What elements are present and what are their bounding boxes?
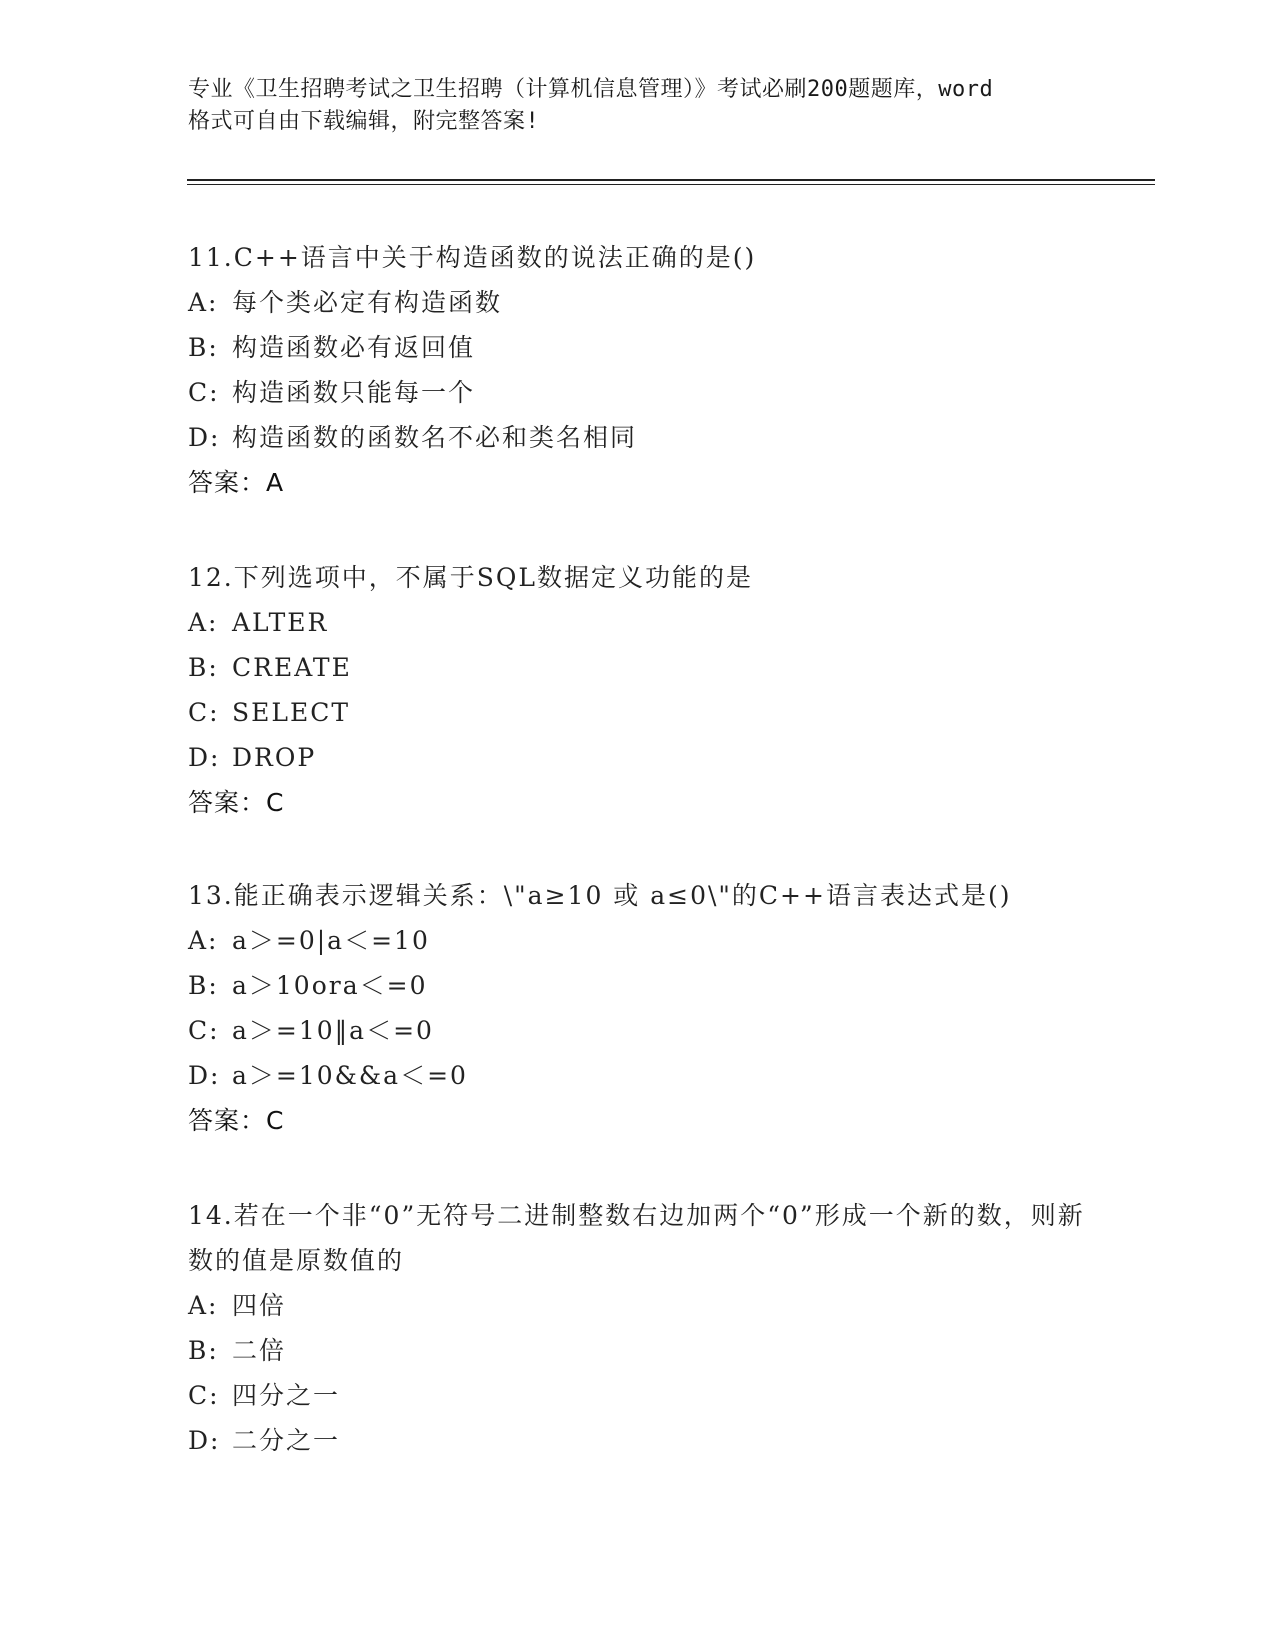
option-b: [188, 1328, 1108, 1373]
option-key: D:: [188, 1426, 221, 1455]
option-text: DROP: [232, 743, 317, 772]
option-a: [188, 1283, 1108, 1328]
option-text: a＞=10&&a＜=0: [232, 1061, 468, 1090]
option-key: B:: [188, 1336, 219, 1365]
option-c: [188, 690, 1108, 735]
option-text: 二倍: [232, 1336, 287, 1365]
answer-line: 答案：C: [188, 1106, 285, 1135]
option-b: [188, 645, 1108, 690]
option-a: [188, 280, 1108, 325]
document-header: [188, 74, 1088, 138]
option-key: B:: [188, 971, 219, 1000]
question-stem: 13.能正确表示逻辑关系：\"a≥10 或 a≤0\"的C++语言表达式是(): [188, 881, 1012, 910]
option-a: [188, 918, 1108, 963]
option-text: SELECT: [232, 698, 351, 727]
option-text: 构造函数必有返回值: [232, 333, 476, 362]
option-text: CREATE: [232, 653, 352, 682]
option-key: D:: [188, 743, 221, 772]
header-line-1: 专业《卫生招聘考试之卫生招聘（计算机信息管理）》考试必刷200题题库，word: [188, 77, 994, 102]
option-a: [188, 600, 1108, 645]
option-text: 四分之一: [232, 1381, 341, 1410]
option-text: 构造函数的函数名不必和类名相同: [232, 423, 638, 452]
header-divider-thick: [187, 179, 1155, 181]
question-11: [188, 235, 1108, 505]
option-key: A:: [188, 608, 219, 637]
option-c: [188, 1008, 1108, 1053]
option-c: [188, 1373, 1108, 1418]
option-key: B:: [188, 653, 219, 682]
option-key: B:: [188, 333, 219, 362]
option-text: ALTER: [232, 608, 329, 637]
question-stem: 12.下列选项中，不属于SQL数据定义功能的是: [188, 563, 753, 592]
question-12: [188, 555, 1108, 825]
option-d: [188, 415, 1108, 460]
option-d: [188, 1053, 1108, 1098]
option-text: a＞10ora＜=0: [232, 971, 428, 1000]
option-text: 二分之一: [232, 1426, 341, 1455]
option-key: C:: [188, 378, 220, 407]
option-d: [188, 735, 1108, 780]
option-key: A:: [188, 1291, 219, 1320]
option-key: D:: [188, 1061, 221, 1090]
option-key: C:: [188, 1016, 220, 1045]
option-text: 构造函数只能每一个: [232, 378, 476, 407]
option-key: A:: [188, 926, 219, 955]
option-b: [188, 963, 1108, 1008]
header-line-2: 格式可自由下载编辑，附完整答案!: [188, 109, 540, 134]
header-divider-thin: [187, 184, 1155, 185]
option-b: [188, 325, 1108, 370]
question-stem: 14.若在一个非“0”无符号二进制整数右边加两个“0”形成一个新的数，则新数的值是原数值的: [188, 1201, 1085, 1275]
option-text: a＞=10‖a＜=0: [232, 1016, 434, 1045]
question-13: [188, 873, 1108, 1143]
option-key: A:: [188, 288, 219, 317]
answer-line: 答案：C: [188, 788, 285, 817]
question-stem: 11.C++语言中关于构造函数的说法正确的是(): [188, 243, 757, 272]
option-text: 四倍: [232, 1291, 287, 1320]
option-key: D:: [188, 423, 221, 452]
option-text: 每个类必定有构造函数: [232, 288, 503, 317]
answer-line: 答案：A: [188, 468, 285, 497]
option-key: C:: [188, 698, 220, 727]
question-14: [188, 1193, 1108, 1463]
option-d: [188, 1418, 1108, 1463]
option-text: a＞=0|a＜=10: [232, 926, 430, 955]
option-key: C:: [188, 1381, 220, 1410]
option-c: [188, 370, 1108, 415]
